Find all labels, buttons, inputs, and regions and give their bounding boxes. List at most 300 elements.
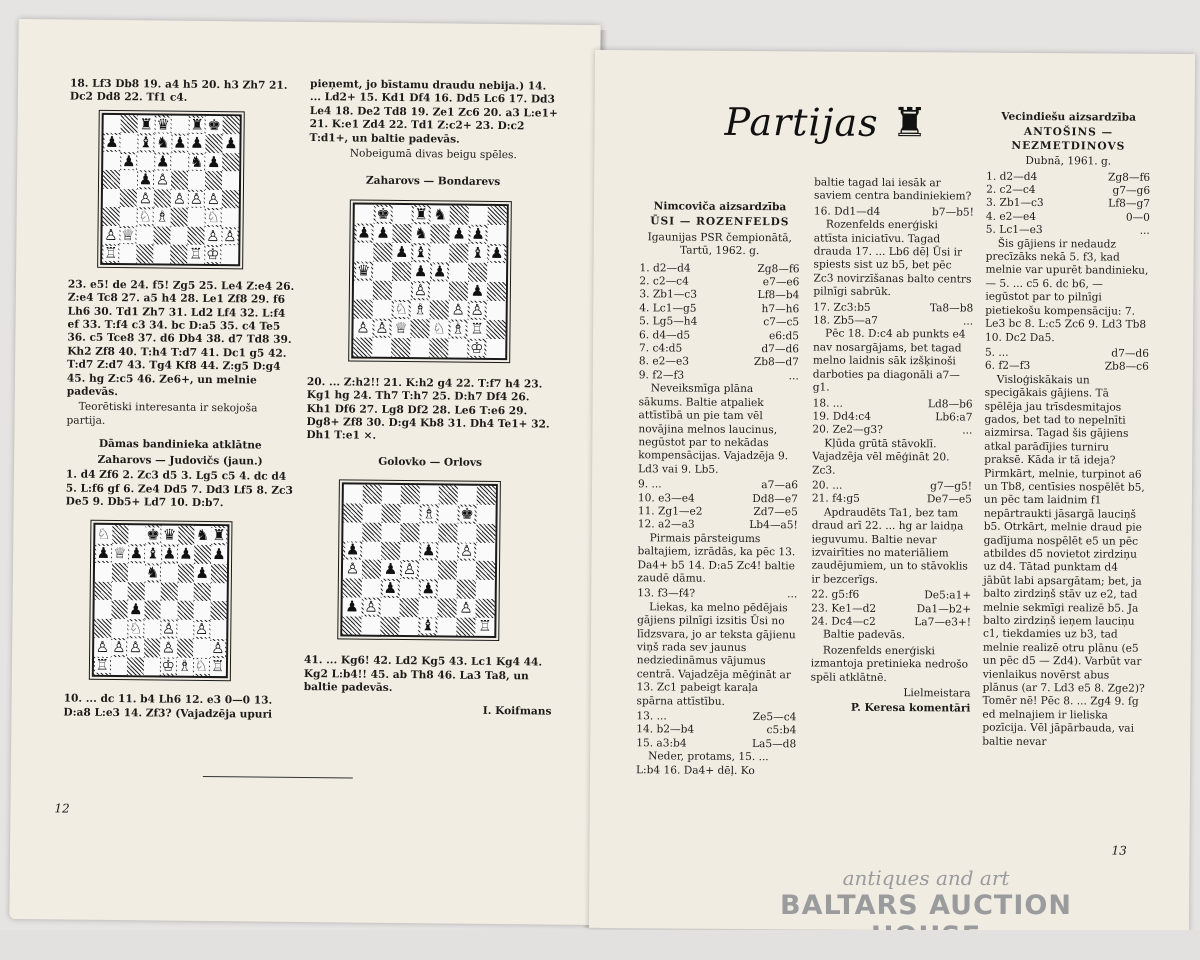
chess-piece-icon: ♞ xyxy=(433,205,448,224)
board-square xyxy=(221,245,238,264)
comment-text: Pirmais pārsteigums baltajiem, izrādās, ka pēc 13. Da4+ b5 14. D:a5 Zc4! baltie zaudē dāmu. xyxy=(637,532,796,585)
white-move: 1. d2—d4 xyxy=(986,170,1038,183)
white-move: 13. f3—f4? xyxy=(637,587,696,601)
board-square xyxy=(154,208,171,227)
chess-piece-icon: ♝ xyxy=(139,133,153,152)
chess-piece-icon: ♟ xyxy=(190,133,204,152)
comment-text: Neveiksmīga plāna sākums. Baltie atpaliek attīstībā un pie tam vēl novājina melnos laucinus, negūstot par to nekādas kompensācijas. Vajadzēja 9. Ld3 vai 9. Lb5. xyxy=(638,382,789,476)
chess-piece-icon: ♖ xyxy=(188,244,203,263)
board-square xyxy=(120,152,137,171)
board-square xyxy=(161,545,178,564)
board-square xyxy=(145,544,162,563)
black-move: c7—c5 xyxy=(763,316,800,329)
move-row xyxy=(813,397,973,412)
white-move: 15. a3:b4 xyxy=(636,737,687,750)
board-square xyxy=(111,582,128,601)
move-row xyxy=(811,589,971,604)
chess-piece-icon: ♞ xyxy=(156,133,170,152)
board-square xyxy=(438,542,457,561)
board-square xyxy=(136,245,153,264)
board-square xyxy=(468,244,487,263)
board-square xyxy=(449,300,468,319)
board-square xyxy=(127,619,144,638)
board-square xyxy=(437,617,456,636)
board-square xyxy=(362,579,381,598)
board-square xyxy=(448,338,467,357)
board-square xyxy=(343,560,362,579)
board-square xyxy=(486,339,505,358)
black-move: ... xyxy=(787,588,798,601)
board-square xyxy=(143,657,160,676)
board-square xyxy=(145,526,162,545)
board-square xyxy=(177,563,194,582)
comment-text: Rozenfelds enerģiski izmantoja pretinieka nedrošo spēli atklātnē. xyxy=(810,644,969,684)
board-square xyxy=(194,582,211,601)
move-row xyxy=(813,315,973,330)
board-square xyxy=(154,152,171,171)
chess-piece-icon: ♙ xyxy=(451,300,466,319)
board-square xyxy=(194,526,211,545)
white-move: 9. ... xyxy=(637,478,662,491)
board-square xyxy=(127,638,144,657)
move-list xyxy=(986,170,1150,238)
comment-text: Baltie padevās. xyxy=(822,628,906,642)
chess-diagram-3 xyxy=(351,202,509,360)
board-square xyxy=(343,522,362,541)
chess-piece-icon: ♖ xyxy=(103,243,118,263)
move-row xyxy=(638,505,798,520)
comment-text: Pēc 18. D:c4 ab punkts e4 nav nosargājams, bet tagad melno laidnis sāk izšķinoši darboties pa diagonāli a7—g1. xyxy=(812,327,966,394)
chess-piece-icon: ♜ xyxy=(212,526,226,545)
board-square xyxy=(354,242,373,261)
white-move: 5. Lg5—h4 xyxy=(639,315,698,328)
white-move: 13. ... xyxy=(636,710,667,723)
move-row xyxy=(639,262,799,277)
chess-piece-icon: ♟ xyxy=(471,224,485,243)
board-square xyxy=(469,206,488,225)
chess-piece-icon: ♟ xyxy=(129,544,144,563)
white-move: 18. ... xyxy=(812,396,843,410)
board-square xyxy=(209,658,226,677)
chess-piece-icon: ♙ xyxy=(364,597,378,616)
board-square xyxy=(95,525,112,544)
board-square xyxy=(160,638,177,657)
players-heading: ANTOŠINS — xyxy=(1023,126,1114,139)
board-square xyxy=(193,657,210,676)
game-text: 23. e5! de 24. f5! Zg5 25. Le4 Z:e4 26. Z:e4 Tc8 27. a5 h4 28. Le1 Zf8 29. f6 Lh6 30. Td1 Zh7 31. Ld2 Lf4 32. L:f4 ef 33. T:f4 c3 34. bc D:a5 35. c4 Te5 36. c5 Tce8 37. d6 Db4 38. d7 Td8 39. Kh2 Zf8 40. T:h4 T:d7 41. Dc1 g5 42. T:d7 Z:d7 43. Tg4 Kf8 44. Z:g5 D:g4 45. hg Z:c5 46. Ze6+, un melnie padevās. xyxy=(66,278,295,399)
board-square xyxy=(410,338,429,357)
chess-piece-icon: ♟ xyxy=(206,152,221,171)
chess-piece-icon: ♟ xyxy=(421,541,436,560)
move-row xyxy=(639,329,799,344)
board-square xyxy=(487,301,506,320)
board-square xyxy=(205,208,222,227)
board-square xyxy=(400,579,419,598)
board-square xyxy=(419,523,438,542)
players-heading: Golovko — Orlovs xyxy=(378,455,483,469)
board-square xyxy=(438,504,457,523)
board-square xyxy=(188,171,205,190)
chess-piece-icon: ♙ xyxy=(194,619,209,638)
board-square xyxy=(420,485,439,504)
move-row xyxy=(639,342,799,357)
board-square xyxy=(468,225,487,244)
chess-piece-icon: ♟ xyxy=(432,262,447,281)
move-row xyxy=(986,197,1150,212)
board-square xyxy=(160,620,177,639)
chess-piece-icon: ♙ xyxy=(211,638,225,657)
board-square xyxy=(204,227,221,246)
board-square xyxy=(172,115,189,134)
board-square xyxy=(373,224,392,243)
board-square xyxy=(382,485,401,504)
board-square xyxy=(110,657,127,676)
chess-piece-icon: ♕ xyxy=(394,318,408,337)
chess-piece-icon: ♝ xyxy=(146,544,160,563)
board-square xyxy=(438,579,457,598)
white-move: 21. f4:g5 xyxy=(811,492,860,506)
chess-piece-icon: ♟ xyxy=(195,563,210,582)
board-square xyxy=(189,116,206,135)
board-square xyxy=(144,582,161,601)
board-square xyxy=(449,262,468,281)
chess-piece-icon: ♟ xyxy=(489,243,504,262)
move-row xyxy=(812,493,972,508)
chess-piece-icon: ♕ xyxy=(121,225,135,244)
board-square xyxy=(381,579,400,598)
chess-piece-icon: ♟ xyxy=(224,134,238,153)
board-square xyxy=(430,262,449,281)
white-move: 5. ... xyxy=(984,346,1009,359)
board-square xyxy=(137,152,154,171)
white-move: 16. Dd1—d4 xyxy=(813,205,881,218)
decorative-rule xyxy=(203,776,353,779)
board-square xyxy=(468,282,487,301)
board-square xyxy=(211,526,228,545)
board-square xyxy=(144,601,161,620)
watermark-tagline: antiques and art xyxy=(842,866,1010,890)
board-square xyxy=(210,583,227,602)
board-square xyxy=(411,300,430,319)
move-row xyxy=(812,424,972,439)
board-square xyxy=(119,226,136,245)
chess-piece-icon: ♖ xyxy=(210,657,225,676)
board-square xyxy=(342,616,361,635)
move-row xyxy=(985,360,1149,375)
board-square xyxy=(193,639,210,658)
white-move: 5. Lc1—e3 xyxy=(985,223,1043,237)
board-square xyxy=(354,280,373,299)
right-page xyxy=(589,50,1195,932)
board-square xyxy=(342,597,361,616)
chess-diagram-1 xyxy=(100,113,242,266)
move-row xyxy=(639,289,799,304)
board-square xyxy=(411,243,430,262)
event-line: Igaunijas PSR čempionātā, Tartū, 1962. g. xyxy=(647,231,792,258)
board-square xyxy=(430,243,449,262)
black-move: Zb8—d7 xyxy=(753,356,799,369)
board-square xyxy=(468,263,487,282)
black-move: Ld8—b6 xyxy=(927,397,973,411)
opening-title: Nimcoviča aizsardzība xyxy=(653,200,787,214)
comment-text: Apdraudēts Ta1, bez tam draud arī 22. ... hg ar laidņa ieguvumu. Baltie nevar izvairīties no materiāliem zaudējumiem, un to stāvoklis ir bezcerīgs. xyxy=(811,506,968,586)
board-square xyxy=(476,542,495,561)
board-square xyxy=(400,560,419,579)
board-square xyxy=(353,337,372,356)
chess-piece-icon: ♟ xyxy=(162,544,177,563)
board-square xyxy=(393,205,412,224)
board-square xyxy=(171,208,188,227)
chess-piece-icon: ♗ xyxy=(177,657,192,676)
chess-piece-icon: ♙ xyxy=(206,189,221,208)
chess-piece-icon: ♙ xyxy=(413,280,428,300)
board-square xyxy=(137,208,154,227)
chess-diagram-4 xyxy=(340,483,498,639)
move-row xyxy=(638,492,798,507)
chess-piece-icon: ♟ xyxy=(128,600,143,619)
board-square xyxy=(210,639,227,658)
board-square xyxy=(392,224,411,243)
board-square xyxy=(187,227,204,246)
black-move: Lf8—g7 xyxy=(1108,197,1151,211)
chess-piece-icon: ♙ xyxy=(172,189,187,208)
chess-piece-icon: ♟ xyxy=(138,170,153,189)
board-square xyxy=(487,244,506,263)
board-square xyxy=(457,580,476,599)
chess-piece-icon: ♘ xyxy=(206,208,220,227)
board-square xyxy=(187,245,204,264)
board-square xyxy=(343,503,362,522)
comment-text: baltie tagad lai iesāk ar saviem centra bandiniekiem? xyxy=(814,176,972,203)
move-row xyxy=(638,519,798,534)
board-square xyxy=(205,171,222,190)
board-square xyxy=(401,485,420,504)
players-heading: Zaharovs — Bondarevs xyxy=(365,175,501,189)
move-row xyxy=(639,315,799,330)
chess-piece-icon: ♞ xyxy=(414,223,428,243)
board-square xyxy=(380,616,399,635)
board-square xyxy=(373,281,392,300)
white-move: 19. Dd4:c4 xyxy=(812,410,872,423)
white-move: 17. Zc3:b5 xyxy=(813,301,871,314)
board-square xyxy=(177,638,194,657)
background-strip xyxy=(0,930,1200,960)
board-square xyxy=(205,190,222,209)
board-square xyxy=(412,205,431,224)
board-square xyxy=(153,245,170,264)
chess-piece-icon: ♝ xyxy=(470,243,485,262)
move-row xyxy=(811,602,971,617)
board-square xyxy=(205,134,222,153)
white-move: 18. Zb5—a7 xyxy=(813,314,878,327)
white-move: 3. Zb1—c3 xyxy=(639,288,698,302)
board-square xyxy=(205,153,222,172)
chess-piece-icon: ♙ xyxy=(161,619,176,638)
board-square xyxy=(488,206,507,225)
board-square xyxy=(171,134,188,153)
left-column-1 xyxy=(63,78,298,724)
board-square xyxy=(437,598,456,617)
chess-piece-icon: ♟ xyxy=(105,132,119,152)
game-text: 41. ... Kg6! 42. Ld2 Kg5 43. Lc1 Kg4 44. Kg2 L:b4!! 45. ab Th8 46. La3 Ta8, un baltie padevās. xyxy=(303,654,543,695)
chess-piece-icon: ♘ xyxy=(394,299,409,318)
game-text: pieņemt, jo bīstamu draudu nebija.) 14. ... Ld2+ 15. Kd1 Df4 16. Dd5 Lc6 17. Dd3 Le4 18. De2 Td8 19. Ze1 Zc6 20. a3 L:e1+ 21. K:e1 Zd4 22. Td1 Z:c2+ 23. D:c2 T:d1+, un baltie padevās. xyxy=(309,78,558,146)
game-text: 18. Lf3 Db8 19. a4 h5 20. h3 Zh7 21. Dc2 Dd8 22. Tf1 c4. xyxy=(69,77,288,105)
move-list xyxy=(812,397,972,438)
chess-piece-icon: ♝ xyxy=(421,616,435,635)
board-square xyxy=(450,205,469,224)
board-square xyxy=(154,189,171,208)
move-row xyxy=(812,410,972,425)
black-move: Ze5—c4 xyxy=(752,711,797,724)
chess-rook-icon: ♜ xyxy=(891,99,929,147)
board-square xyxy=(95,563,112,582)
chess-piece-icon: ♙ xyxy=(402,560,417,579)
black-move: g7—g5! xyxy=(930,480,973,493)
black-move: a7—a6 xyxy=(761,479,799,492)
move-row xyxy=(639,369,799,384)
black-move: d7—d6 xyxy=(1111,347,1150,360)
black-move: Zg8—f6 xyxy=(1108,171,1151,184)
chess-piece-icon: ♙ xyxy=(375,318,389,337)
opening-title: Dāmas bandinieka atklātne xyxy=(98,438,262,452)
chess-piece-icon: ♟ xyxy=(345,540,360,559)
board-square xyxy=(127,600,144,619)
board-square xyxy=(178,526,195,545)
board-square xyxy=(120,189,137,208)
move-list xyxy=(985,347,1149,375)
chess-piece-icon: ♝ xyxy=(413,242,428,262)
board-square xyxy=(210,564,227,583)
chess-piece-icon: ♗ xyxy=(155,207,169,226)
board-square xyxy=(161,526,178,545)
chess-piece-icon: ♙ xyxy=(470,300,485,319)
board-square xyxy=(475,599,494,618)
board-square xyxy=(419,579,438,598)
chess-piece-icon: ♞ xyxy=(189,152,204,171)
chess-piece-icon: ♟ xyxy=(421,579,436,598)
black-move: Dd8—e7 xyxy=(752,492,798,505)
white-move: 6. f2—f3 xyxy=(984,359,1031,373)
chess-piece-icon: ♘ xyxy=(138,207,152,226)
move-row xyxy=(637,588,797,603)
board-square xyxy=(457,542,476,561)
board-square xyxy=(392,281,411,300)
comment-text: Teorētiski interesanta ir sekojoša partija. xyxy=(66,401,258,427)
white-move: 2. c2—c4 xyxy=(639,275,689,288)
white-move: 7. c4:d5 xyxy=(638,342,683,355)
watermark-o: O xyxy=(1024,890,1049,921)
right-column-3 xyxy=(982,111,1150,752)
board-square xyxy=(392,262,411,281)
black-move: g7—g6 xyxy=(1112,184,1151,197)
white-move: 20. Ze2—g3? xyxy=(812,423,883,437)
board-square xyxy=(362,541,381,560)
board-square xyxy=(372,338,391,357)
page-number: 13 xyxy=(1111,843,1127,858)
players-heading: NEZMETDINOVS xyxy=(1011,139,1126,153)
move-row xyxy=(986,170,1150,185)
chess-piece-icon: ♚ xyxy=(146,525,160,544)
board-square xyxy=(95,544,112,563)
chess-piece-icon: ♙ xyxy=(345,559,360,578)
board-square xyxy=(160,601,177,620)
watermark-brand-end: N xyxy=(1048,890,1072,921)
board-square xyxy=(144,638,161,657)
white-move: 23. Ke1—d2 xyxy=(811,602,877,615)
chess-piece-icon: ♘ xyxy=(96,525,111,544)
black-move: Da1—b2+ xyxy=(916,602,972,616)
board-square xyxy=(188,208,205,227)
board-square xyxy=(476,561,495,580)
chess-piece-icon: ♟ xyxy=(413,261,428,281)
black-move: 0—0 xyxy=(1125,211,1150,224)
board-square xyxy=(193,620,210,639)
black-move: ... xyxy=(963,315,974,328)
board-square xyxy=(355,204,374,223)
board-square xyxy=(362,504,381,523)
black-move: e6:d5 xyxy=(768,329,800,343)
white-move: 4. e2—e4 xyxy=(985,210,1037,223)
board-square xyxy=(211,545,228,564)
chess-piece-icon: ♖ xyxy=(478,617,492,636)
board-square xyxy=(429,338,448,357)
board-square xyxy=(457,505,476,524)
chess-piece-icon: ♙ xyxy=(223,226,237,245)
board-square xyxy=(171,152,188,171)
board-square xyxy=(439,486,458,505)
move-list xyxy=(638,478,798,533)
players-heading: ŪSI — ROZENFELDS xyxy=(650,215,790,229)
board-square xyxy=(128,582,145,601)
chess-piece-icon: ♙ xyxy=(189,189,204,208)
board-square xyxy=(468,301,487,320)
board-square xyxy=(178,545,195,564)
chess-piece-icon: ♔ xyxy=(469,338,484,357)
chess-piece-icon: ♜ xyxy=(190,115,204,134)
board-square xyxy=(103,133,120,152)
white-move: 8. e2—e3 xyxy=(638,355,690,369)
left-page xyxy=(9,19,600,925)
move-row xyxy=(813,301,973,316)
board-square xyxy=(111,619,128,638)
board-square xyxy=(136,226,153,245)
chess-piece-icon: ♔ xyxy=(161,656,176,676)
board-square xyxy=(112,525,129,544)
black-move: ... xyxy=(962,424,973,437)
board-square xyxy=(430,224,449,243)
board-square xyxy=(222,190,239,209)
black-move: ... xyxy=(788,370,799,383)
white-move: 2. c2—c4 xyxy=(986,183,1036,197)
chess-piece-icon: ♟ xyxy=(179,544,193,563)
board-square xyxy=(381,523,400,542)
board-square xyxy=(95,581,112,600)
watermark-brand-start: BALTARS AUCTI xyxy=(780,890,1025,921)
left-column-2 xyxy=(303,78,558,720)
board-square xyxy=(391,319,410,338)
comment-text: Rozenfelds enerģiski attīsta iniciatīvu. Tagad drauda 17. ... Lb6 dēļ Ūsi ir spiests sist uz b5, bet pēc Zc3 novirzīšanas balto centrs pilnīgi sabrūk. xyxy=(813,218,972,299)
black-move: Ta8—b8 xyxy=(929,301,974,315)
board-square xyxy=(343,578,362,597)
board-square xyxy=(381,541,400,560)
move-row xyxy=(986,184,1150,199)
chess-piece-icon: ♟ xyxy=(173,133,187,152)
board-square xyxy=(438,561,457,580)
board-square xyxy=(430,281,449,300)
author-signature: P. Keresa komentāri xyxy=(850,702,971,715)
move-list xyxy=(636,710,796,751)
